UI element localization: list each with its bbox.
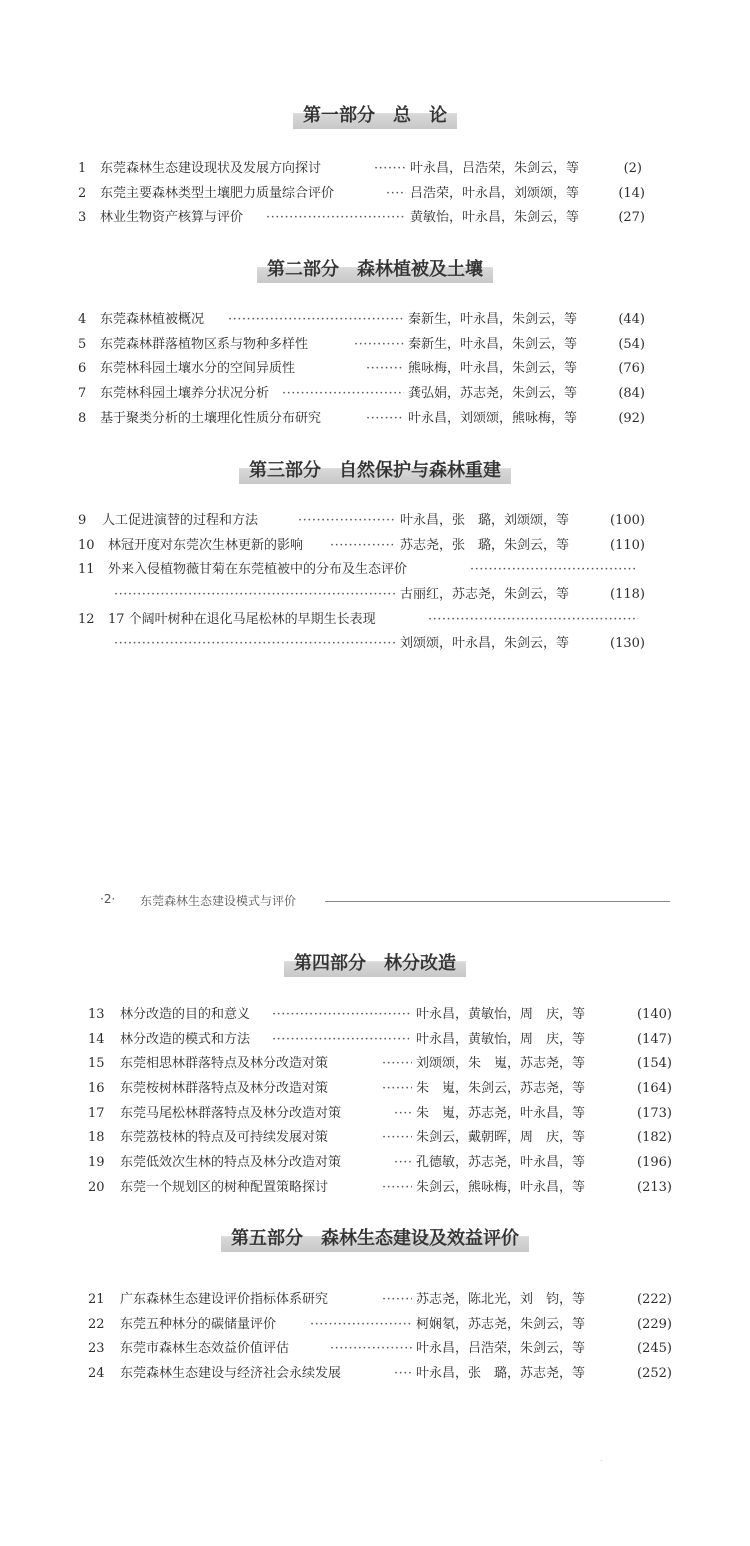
entry-authors: 龚弘娟，苏志尧，朱剑云，等 (408, 386, 578, 402)
entry-authors: 叶永昌，黄敏怡，周 庆，等 (416, 1031, 586, 1047)
entry-authors: 黄敏怡，叶永昌，朱剑云，等 (410, 210, 580, 226)
running-header (100, 892, 670, 912)
entry-authors: 秦新生，叶永昌，朱剑云，等 (408, 336, 578, 352)
entry-number: 5 (78, 336, 87, 352)
entry-number: 12 (78, 611, 95, 627)
section-4-list (0, 1003, 750, 1201)
leader-dots (354, 333, 404, 358)
leader-dots (470, 558, 638, 583)
toc-entry[interactable] (0, 1288, 750, 1313)
toc-entry[interactable] (0, 333, 750, 358)
entry-title: 东莞林科园土壤水分的空间异质性 (100, 361, 296, 377)
entry-title: 东莞市森林生态效益价值评估 (120, 1341, 290, 1357)
toc-entry[interactable] (0, 608, 750, 633)
entry-number: 9 (78, 513, 87, 528)
toc-entry[interactable] (0, 1337, 750, 1362)
section-title-4 (0, 948, 750, 977)
section-title-text: 第三部分 自然保护与森林重建 (239, 455, 511, 484)
section-title-text: 第五部分 森林生态建设及效益评价 (221, 1223, 529, 1252)
entry-authors: 孔德敏，苏志尧，叶永昌，等 (416, 1155, 586, 1171)
entry-title: 东莞森林生态建设现状及发展方向探讨 (100, 161, 322, 176)
section-2-list (0, 308, 750, 431)
entry-authors: 叶永昌，刘颂颂，熊咏梅，等 (408, 410, 578, 426)
entry-number: 14 (88, 1031, 105, 1047)
leader-dots (266, 206, 406, 231)
entry-authors: 刘颂颂，叶永昌，朱剑云，等 (400, 636, 570, 652)
entry-page: (252) (637, 1366, 672, 1382)
entry-page: (213) (637, 1179, 672, 1195)
header-rule (325, 901, 670, 902)
entry-number: 18 (88, 1130, 105, 1146)
entry-number: 8 (78, 410, 87, 426)
entry-page: (118) (610, 587, 645, 603)
entry-authors: 叶永昌，黄敏怡，周 庆，等 (416, 1007, 586, 1022)
entry-title: 林分改造的模式和方法 (120, 1031, 251, 1047)
leader-dots (382, 1176, 412, 1201)
leader-dots (366, 407, 404, 432)
entry-title: 东莞森林植被概况 (100, 312, 205, 327)
section-title-3 (0, 455, 750, 484)
leader-dots (382, 1126, 412, 1151)
entry-page: (130) (610, 636, 645, 652)
leader-dots (374, 157, 406, 182)
toc-entry[interactable] (0, 1052, 750, 1077)
toc-entry[interactable] (0, 1126, 750, 1151)
section-title-5 (0, 1223, 750, 1252)
entry-number: 20 (88, 1179, 105, 1195)
entry-title: 林冠开度对东莞次生林更新的影响 (108, 537, 304, 553)
entry-page: (196) (637, 1155, 672, 1171)
toc-entry[interactable] (0, 1313, 750, 1338)
entry-page: (140) (637, 1007, 672, 1022)
entry-authors: 叶永昌，吕浩荣，朱剑云，等 (416, 1341, 586, 1357)
leader-dots (298, 509, 396, 534)
entry-title: 东莞相思林群落特点及林分改造对策 (120, 1056, 329, 1072)
toc-entry[interactable] (0, 357, 750, 382)
entry-authors: 熊咏梅，叶永昌，朱剑云，等 (408, 361, 578, 377)
entry-page: (110) (610, 537, 645, 553)
leader-dots (330, 1337, 412, 1362)
entry-number: 16 (88, 1081, 105, 1097)
entry-title: 东莞桉树林群落特点及林分改造对策 (120, 1081, 329, 1097)
entry-page: (14) (618, 185, 645, 201)
entry-title: 东莞五种林分的碳储量评价 (120, 1316, 277, 1332)
leader-dots (228, 308, 404, 333)
section-3-list (0, 509, 750, 657)
section-title-text: 第二部分 森林植被及土壤 (257, 254, 493, 283)
entry-page: (84) (618, 386, 645, 402)
leader-dots (394, 1362, 412, 1387)
entry-number: 24 (88, 1366, 105, 1382)
leader-dots (330, 534, 396, 559)
entry-title: 东莞森林群落植物区系与物种多样性 (100, 336, 309, 352)
entry-title: 东莞主要森林类型土壤肥力质量综合评价 (100, 185, 335, 201)
toc-entry-continuation[interactable] (0, 583, 750, 608)
toc-entry[interactable] (0, 558, 750, 583)
entry-title: 广东森林生态建设评价指标体系研究 (120, 1292, 329, 1307)
entry-authors: 刘颂颂，朱 嵬，苏志尧，等 (416, 1056, 586, 1072)
leader-dots (114, 632, 396, 657)
toc-entry[interactable] (0, 534, 750, 559)
toc-entry[interactable] (0, 1003, 750, 1028)
entry-title: 东莞马尾松林群落特点及林分改造对策 (120, 1105, 342, 1121)
entry-number: 7 (78, 386, 87, 402)
entry-authors: 朱剑云，熊咏梅，叶永昌，等 (416, 1179, 586, 1195)
entry-authors: 叶永昌，张 璐，刘颂颂，等 (400, 513, 570, 528)
entry-page: (222) (637, 1292, 672, 1307)
entry-page: (245) (637, 1341, 672, 1357)
entry-page: (54) (618, 336, 645, 352)
entry-title: 人工促进演替的过程和方法 (102, 513, 259, 528)
toc-entry[interactable] (0, 1362, 750, 1387)
leader-dots (428, 608, 638, 633)
entry-title: 基于聚类分析的土壤理化性质分布研究 (100, 410, 322, 426)
entry-title: 东莞林科园土壤养分状况分析 (100, 386, 270, 402)
entry-title: 林分改造的目的和意义 (120, 1007, 251, 1022)
toc-entry[interactable] (0, 1151, 750, 1176)
scan-speck: . (600, 1454, 603, 1463)
toc-page-2 (0, 830, 750, 1546)
toc-entry[interactable] (0, 407, 750, 432)
entry-authors: 秦新生，叶永昌，朱剑云，等 (408, 312, 578, 327)
entry-page: (2) (623, 161, 642, 176)
leader-dots (282, 382, 404, 407)
leader-dots (272, 1028, 412, 1053)
header-page-number: ·2· (100, 892, 116, 906)
toc-entry[interactable] (0, 509, 750, 534)
entry-number: 1 (78, 161, 87, 176)
header-book-title: 东莞森林生态建设模式与评价 (140, 894, 297, 908)
section-title-2 (0, 254, 750, 283)
entry-authors: 朱剑云，戴朝晖，周 庆，等 (416, 1130, 586, 1146)
entry-page: (76) (618, 361, 645, 377)
entry-number: 4 (78, 312, 87, 327)
entry-number: 19 (88, 1155, 105, 1171)
entry-title: 外来入侵植物薇甘菊在东莞植被中的分布及生态评价 (108, 562, 408, 578)
entry-title: 17 个阔叶树种在退化马尾松林的早期生长表现 (108, 611, 376, 627)
entry-number: 21 (88, 1292, 105, 1307)
entry-number: 11 (78, 562, 95, 578)
leader-dots (394, 1151, 412, 1176)
section-title-text: 第一部分 总 论 (293, 100, 457, 129)
leader-dots (382, 1052, 412, 1077)
leader-dots (382, 1077, 412, 1102)
section-5-list (0, 1288, 750, 1387)
entry-page: (100) (610, 513, 645, 528)
entry-title: 林业生物资产核算与评价 (100, 210, 244, 226)
entry-page: (173) (637, 1105, 672, 1121)
entry-page: (92) (618, 410, 645, 426)
section-title-text: 第四部分 林分改造 (284, 948, 466, 977)
entry-authors: 朱 嵬，苏志尧，叶永昌，等 (416, 1105, 586, 1121)
entry-authors: 叶永昌，张 璐，苏志尧，等 (416, 1366, 586, 1382)
leader-dots (386, 182, 406, 207)
entry-number: 22 (88, 1316, 105, 1332)
entry-page: (182) (637, 1130, 672, 1146)
leader-dots (366, 357, 404, 382)
entry-number: 13 (88, 1007, 105, 1022)
toc-entry[interactable] (0, 382, 750, 407)
entry-authors: 吕浩荣，叶永昌，刘颂颂，等 (410, 185, 580, 201)
entry-number: 23 (88, 1341, 105, 1357)
leader-dots (272, 1003, 412, 1028)
toc-entry[interactable] (0, 157, 750, 182)
section-1-list (0, 157, 750, 231)
leader-dots (382, 1288, 412, 1313)
entry-number: 10 (78, 537, 95, 553)
entry-authors: 苏志尧，张 璐，朱剑云，等 (400, 537, 570, 553)
entry-title: 东莞荔枝林的特点及可持续发展对策 (120, 1130, 329, 1146)
toc-entry[interactable] (0, 308, 750, 333)
entry-authors: 朱 嵬，朱剑云，苏志尧，等 (416, 1081, 586, 1097)
toc-entry[interactable] (0, 1176, 750, 1201)
entry-number: 6 (78, 361, 87, 377)
entry-page: (154) (637, 1056, 672, 1072)
entry-page: (229) (637, 1316, 672, 1332)
entry-page: (164) (637, 1081, 672, 1097)
entry-page: (147) (637, 1031, 672, 1047)
entry-number: 2 (78, 185, 87, 201)
entry-authors: 柯娴氡，苏志尧，朱剑云，等 (416, 1316, 586, 1332)
entry-authors: 叶永昌，吕浩荣，朱剑云，等 (410, 161, 580, 176)
entry-title: 东莞低效次生林的特点及林分改造对策 (120, 1155, 342, 1171)
entry-title: 东莞一个规划区的树种配置策略探讨 (120, 1179, 329, 1195)
toc-entry[interactable] (0, 1102, 750, 1127)
leader-dots (310, 1313, 412, 1338)
entry-number: 3 (78, 210, 87, 226)
toc-entry-continuation[interactable] (0, 632, 750, 657)
entry-page: (44) (618, 312, 645, 327)
leader-dots (394, 1102, 412, 1127)
entry-page: (27) (618, 210, 645, 226)
toc-entry[interactable] (0, 206, 750, 231)
leader-dots (114, 583, 396, 608)
section-title-1 (0, 100, 750, 129)
entry-number: 17 (88, 1105, 105, 1121)
toc-entry[interactable] (0, 1028, 750, 1053)
toc-entry[interactable] (0, 182, 750, 207)
entry-title: 东莞森林生态建设与经济社会永续发展 (120, 1366, 342, 1382)
entry-number: 15 (88, 1056, 105, 1072)
entry-authors: 苏志尧，陈北光，刘 钧，等 (416, 1292, 586, 1307)
entry-authors: 古丽红，苏志尧，朱剑云，等 (400, 587, 570, 603)
toc-entry[interactable] (0, 1077, 750, 1102)
